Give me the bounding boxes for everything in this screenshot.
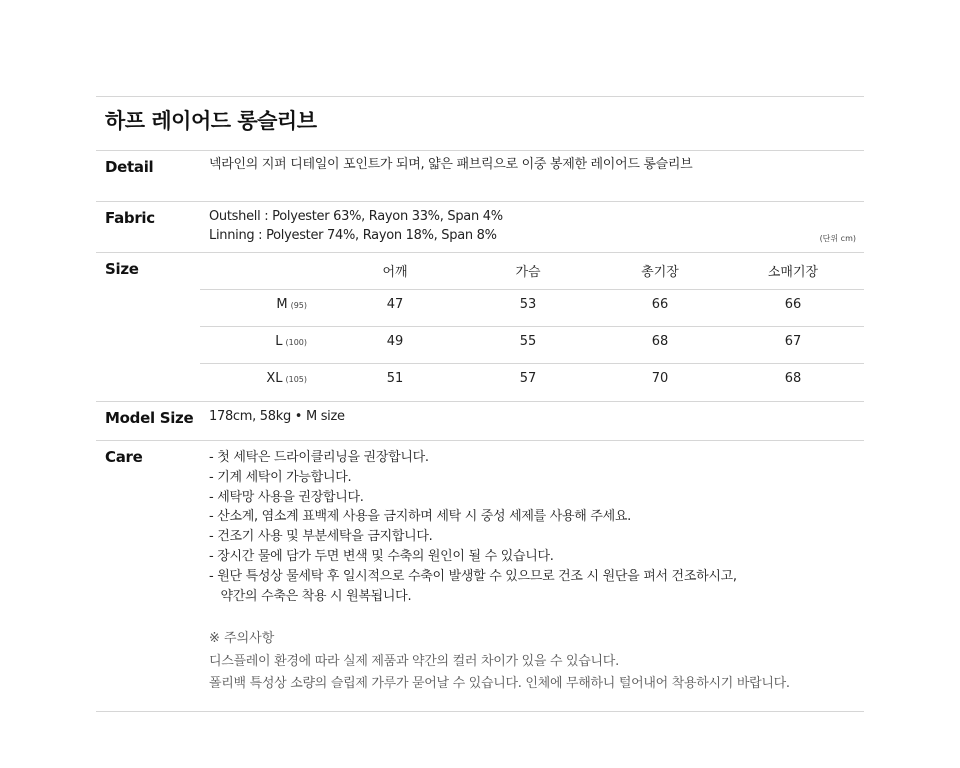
notice-line: 디스플레이 환경에 따라 실제 제품과 약간의 컬러 차이가 있을 수 있습니다. bbox=[209, 654, 619, 669]
detail-text bbox=[209, 155, 692, 174]
model-size-text bbox=[209, 407, 345, 426]
care-item: 약간의 수축은 착용 시 원복됩니다. bbox=[209, 588, 412, 604]
care-label: Care bbox=[105, 448, 143, 466]
table-cell: 49 bbox=[386, 334, 404, 349]
size-note: (100) bbox=[285, 338, 307, 347]
fabric-outshell: Outshell : Polyester 63%, Rayon 33%, Span 4% bbox=[209, 209, 503, 224]
size-label: Size bbox=[105, 260, 139, 278]
table-cell: 55 bbox=[519, 334, 537, 349]
size-name: L bbox=[275, 334, 283, 349]
top-divider bbox=[96, 96, 864, 97]
table-cell: 57 bbox=[519, 371, 537, 386]
table-cell: 70 bbox=[651, 371, 669, 386]
size-table-divider bbox=[200, 289, 864, 290]
model-size-value: 178cm, 58kg • M size bbox=[209, 409, 345, 424]
care-item: - 장시간 물에 담가 두면 변색 및 수축의 원인이 될 수 있습니다. bbox=[209, 548, 554, 564]
fabric-lining: Linning : Polyester 74%, Rayon 18%, Span 8% bbox=[209, 228, 497, 243]
fabric-label: Fabric bbox=[105, 209, 155, 227]
detail-text-line: 넥라인의 지퍼 디테일이 포인트가 되며, 얇은 패브릭으로 이중 봉제한 레이어드 롱슬리브 bbox=[209, 157, 693, 172]
table-cell: 53 bbox=[519, 297, 537, 312]
notice-title: ※ 주의사항 bbox=[209, 631, 275, 646]
divider bbox=[96, 401, 864, 402]
care-item: - 첫 세탁은 드라이클리닝을 권장합니다. bbox=[209, 450, 429, 465]
product-title: 하프 레이어드 롱슬리브 bbox=[105, 109, 317, 133]
table-cell: 66 bbox=[651, 297, 669, 312]
divider bbox=[96, 150, 864, 151]
size-row-xl-label bbox=[217, 371, 307, 386]
size-note: (95) bbox=[290, 301, 307, 310]
care-item: - 기계 세탁이 가능합니다. bbox=[209, 469, 352, 485]
bottom-divider bbox=[96, 711, 864, 712]
detail-label: Detail bbox=[105, 158, 154, 176]
col-total-length: 총기장 bbox=[641, 265, 679, 280]
table-cell: 51 bbox=[386, 371, 404, 386]
care-item: - 세탁망 사용을 권장합니다. bbox=[209, 489, 364, 505]
col-sleeve-length: 소매기장 bbox=[767, 265, 819, 280]
size-name: XL bbox=[266, 371, 283, 386]
unit-note: (단위 cm) bbox=[819, 234, 856, 243]
table-cell: 47 bbox=[386, 297, 404, 312]
divider bbox=[96, 440, 864, 441]
size-note: (105) bbox=[285, 375, 307, 384]
care-item: - 산소계, 염소계 표백제 사용을 금지하며 세탁 시 중성 세제를 사용해 주세요. bbox=[209, 509, 631, 525]
size-row-m-label bbox=[217, 297, 307, 312]
care-item: - 건조기 사용 및 부분세탁을 금지합니다. bbox=[209, 529, 433, 545]
notice-line: 폴리백 특성상 소량의 슬립제 가루가 묻어날 수 있습니다. 인체에 무해하니 털어내어 착용하시기 바랍니다. bbox=[209, 676, 790, 691]
table-cell: 66 bbox=[784, 297, 802, 312]
fabric-text bbox=[209, 207, 503, 245]
divider bbox=[96, 201, 864, 202]
divider bbox=[96, 252, 864, 253]
size-name: M bbox=[276, 297, 288, 312]
col-chest: 가슴 bbox=[515, 265, 541, 280]
model-size-label: Model Size bbox=[105, 409, 194, 427]
care-item: - 원단 특성상 물세탁 후 일시적으로 수축이 발생할 수 있으므로 건조 시 원단을 펴서 건조하시고, bbox=[209, 568, 737, 584]
notice-text bbox=[209, 651, 790, 695]
care-list bbox=[209, 448, 737, 606]
table-cell: 68 bbox=[651, 334, 669, 349]
size-table-divider bbox=[200, 326, 864, 327]
size-table-divider bbox=[200, 363, 864, 364]
size-row-l-label bbox=[217, 334, 307, 349]
col-shoulder: 어깨 bbox=[382, 265, 408, 280]
table-cell: 67 bbox=[784, 334, 802, 349]
table-cell: 68 bbox=[784, 371, 802, 386]
